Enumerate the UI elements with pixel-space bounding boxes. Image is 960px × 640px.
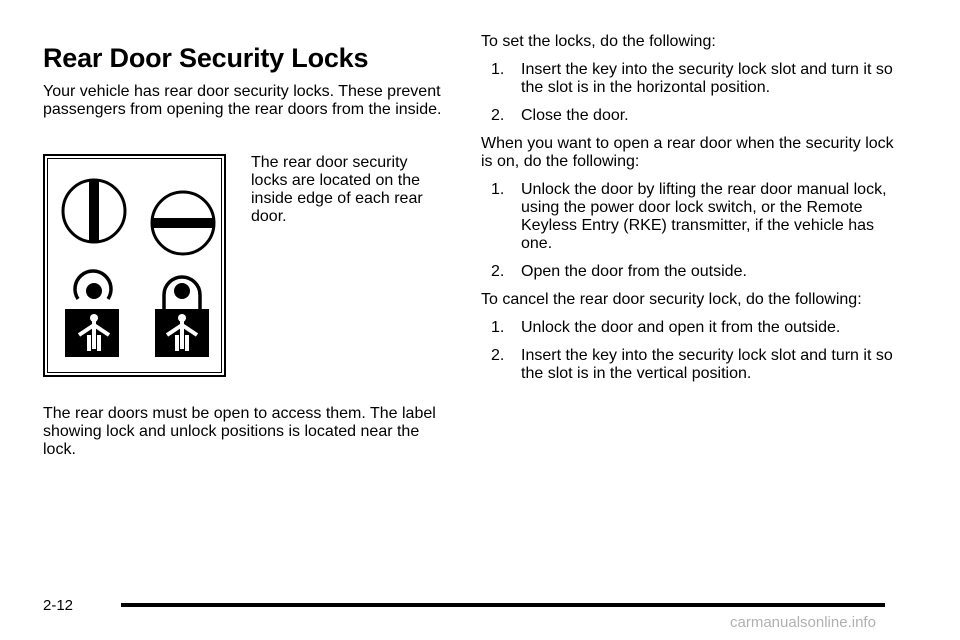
instructions-column — [481, 33, 901, 383]
set-intro: To set the locks, do the following: — [481, 33, 716, 50]
child-unlocked-icon — [61, 269, 123, 361]
figure-caption: The rear door security locks are located on the inside edge of each rear door. — [251, 154, 423, 225]
page-title: Rear Door Security Locks — [43, 43, 369, 73]
footer-rule — [121, 603, 885, 607]
horizontal-slot-lock-icon — [148, 188, 218, 258]
watermark: carmanualsonline.info — [730, 614, 876, 631]
access-paragraph: The rear doors must be open to access them. The label showing lock and unlock positions is located near the lock. — [43, 405, 436, 458]
list-item: 1. Unlock the door by lifting the rear door manual lock, using the power door lock switch, or the Remote Keyless Entry (RKE) transmitter, if the vehicle has one. — [491, 181, 887, 252]
cancel-intro: To cancel the rear door security lock, do the following: — [481, 291, 862, 308]
security-lock-illustration — [43, 154, 226, 377]
open-steps-list — [481, 181, 901, 281]
page-number: 2-12 — [43, 597, 74, 614]
set-steps-list — [481, 61, 901, 125]
vertical-slot-lock-icon — [59, 176, 129, 246]
child-locked-icon — [151, 269, 213, 361]
list-item: 2. Open the door from the outside. — [491, 263, 747, 280]
intro-paragraph: Your vehicle has rear door security locks. These prevent passengers from opening the rear doors from the inside. — [43, 83, 442, 118]
list-item: 2. Insert the key into the security lock slot and turn it so the slot is in the vertical position. — [491, 347, 893, 382]
list-item: 2. Close the door. — [491, 107, 629, 124]
list-item: 1. Insert the key into the security lock slot and turn it so the slot is in the horizontal position. — [491, 61, 893, 96]
open-intro: When you want to open a rear door when the security lock is on, do the following: — [481, 135, 894, 170]
list-item: 1. Unlock the door and open it from the outside. — [491, 319, 841, 336]
cancel-steps-list — [481, 319, 901, 383]
